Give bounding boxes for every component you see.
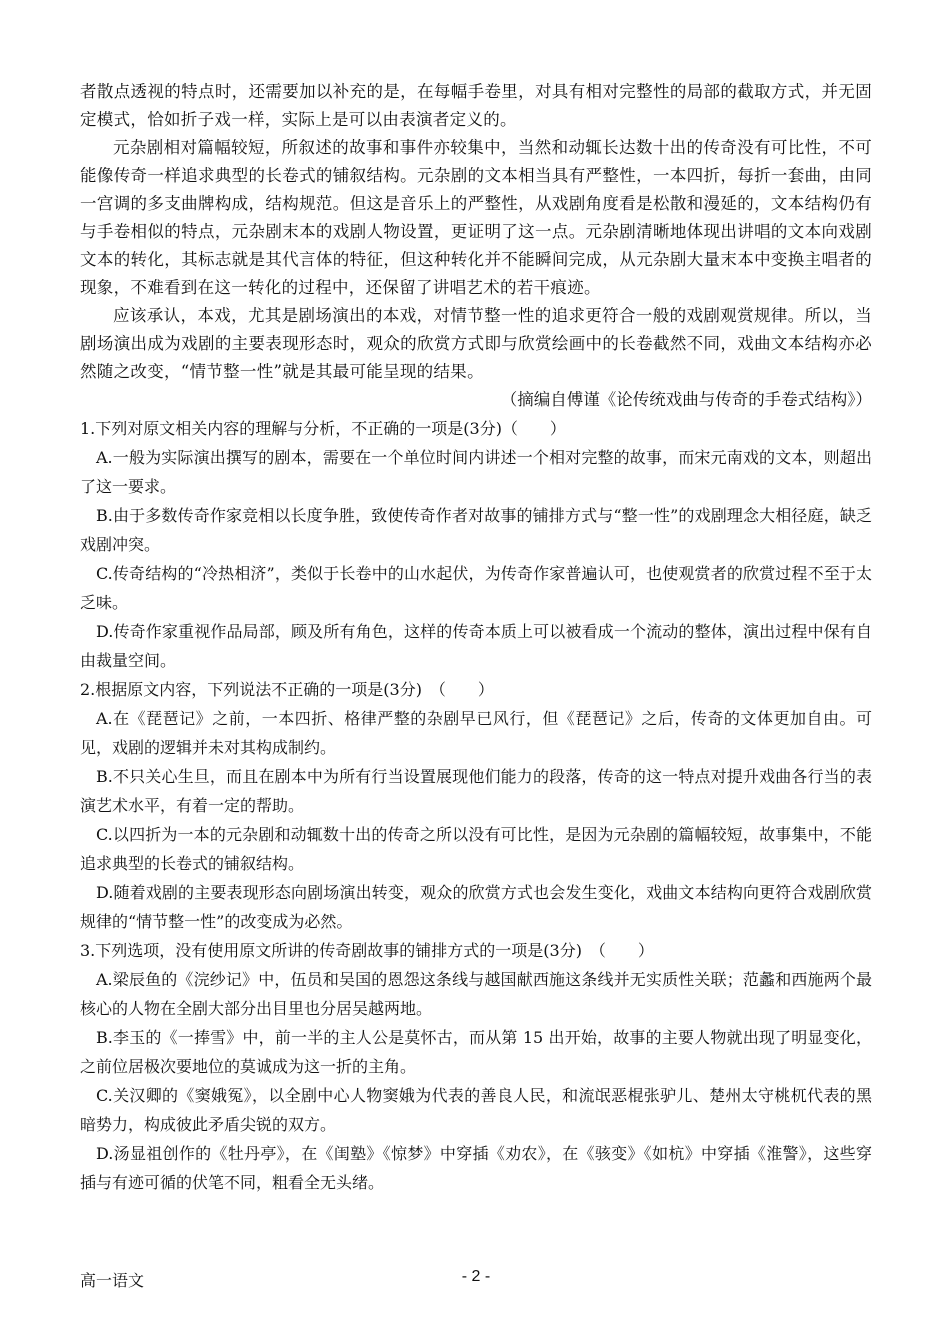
- passage-paragraph: 元杂剧相对篇幅较短，所叙述的故事和事件亦较集中，当然和动辄长达数十出的传奇没有可比性，不可能像传奇一样追求典型的长卷式的铺叙结构。元杂剧的文本相当具有严整性，一本四折，每折一套曲，由同一宫调的多支曲牌构成，结构规范。但这是音乐上的严整性，从戏剧角度看是松散和漫延的，文本结构仍有与手卷相似的特点，元杂剧末本的戏剧人物设置，更证明了这一点。元杂剧清晰地体现出讲唱的文本向戏剧文本的转化，其标志就是其代言体的特征，但这种转化并不能瞬间完成，从元杂剧大量末本中变换主唱者的现象，不难看到在这一转化的过程中，还保留了讲唱艺术的若干痕迹。: [80, 138, 872, 297]
- option-b: B.由于多数传奇作家竞相以长度争胜，致使传奇作者对故事的铺排方式与“整一性”的戏剧理念大相径庭，缺乏戏剧冲突。: [80, 506, 872, 554]
- option-a: A.一般为实际演出撰写的剧本，需要在一个单位时间内讲述一个相对完整的故事，而宋元南戏的文本，则超出了这一要求。: [80, 448, 872, 496]
- option-c: C.传奇结构的“冷热相济”，类似于长卷中的山水起伏，为传奇作家普遍认可，也使观赏者的欣赏过程不至于太乏味。: [80, 564, 872, 612]
- question-1: [80, 414, 872, 675]
- passage-source: （摘编自傅谨《论传统戏曲与传奇的手卷式结构》）: [500, 390, 872, 409]
- question-stem: 2.根据原文内容，下列说法不正确的一项是(3分) （ ）: [80, 680, 494, 699]
- document-page: [80, 78, 872, 1197]
- option-d: D.汤显祖创作的《牡丹亭》，在《闺塾》《惊梦》中穿插《劝农》，在《骇变》《如杭》中穿插《淮警》，这些穿插与有迹可循的伏笔不同，粗看全无头绪。: [80, 1144, 872, 1192]
- question-stem: 1.下列对原文相关内容的理解与分析，不正确的一项是(3分)（ ）: [80, 419, 566, 438]
- option-b: B.不只关心生旦，而且在剧本中为所有行当设置展现他们能力的段落，传奇的这一特点对提升戏曲各行当的表演艺术水平，有着一定的帮助。: [80, 767, 872, 815]
- question-2: [80, 675, 872, 936]
- option-b: B.李玉的《一捧雪》中，前一半的主人公是莫怀古，而从第 15 出开始，故事的主要人物就出现了明显变化，之前位居极次要地位的莫诚成为这一折的主角。: [80, 1028, 872, 1076]
- question-3: [80, 936, 872, 1197]
- footer-subject: 高一语文: [80, 1273, 145, 1290]
- passage-paragraph: 者散点透视的特点时，还需要加以补充的是，在每幅手卷里，对具有相对完整性的局部的截取方式，并无固定模式，恰如折子戏一样，实际上是可以由表演者定义的。: [80, 82, 872, 129]
- option-c: C.以四折为一本的元杂剧和动辄数十出的传奇之所以没有可比性，是因为元杂剧的篇幅较短，故事集中，不能追求典型的长卷式的铺叙结构。: [80, 825, 872, 873]
- option-d: D.随着戏剧的主要表现形态向剧场演出转变，观众的欣赏方式也会发生变化，戏曲文本结构向更符合戏剧欣赏规律的“情节整一性”的改变成为必然。: [80, 883, 872, 931]
- option-a: A.在《琵琶记》之前，一本四折、格律严整的杂剧早已风行，但《琵琶记》之后，传奇的文体更加自由。可见，戏剧的逻辑并未对其构成制约。: [80, 709, 872, 757]
- page-footer: [80, 1268, 872, 1292]
- passage-paragraph: 应该承认，本戏，尤其是剧场演出的本戏，对情节整一性的追求更符合一般的戏剧观赏规律。所以，当剧场演出成为戏剧的主要表现形态时，观众的欣赏方式即与欣赏绘画中的长卷截然不同，戏曲文本结构亦必然随之改变，“情节整一性”就是其最可能呈现的结果。: [80, 306, 872, 381]
- option-a: A.梁辰鱼的《浣纱记》中，伍员和吴国的恩怨这条线与越国献西施这条线并无实质性关联；范蠡和西施两个最核心的人物在全剧大部分出目里也分居吴越两地。: [80, 970, 872, 1018]
- option-c: C.关汉卿的《窦娥冤》，以全剧中心人物窦娥为代表的善良人民，和流氓恶棍张驴儿、楚州太守桃杌代表的黑暗势力，构成彼此矛盾尖锐的双方。: [80, 1086, 872, 1134]
- option-d: D.传奇作家重视作品局部，顾及所有角色，这样的传奇本质上可以被看成一个流动的整体，演出过程中保有自由裁量空间。: [80, 622, 872, 670]
- question-stem: 3.下列选项，没有使用原文所讲的传奇剧故事的铺排方式的一项是(3分) （ ）: [80, 941, 654, 960]
- page-number: - 2 -: [461, 1268, 491, 1285]
